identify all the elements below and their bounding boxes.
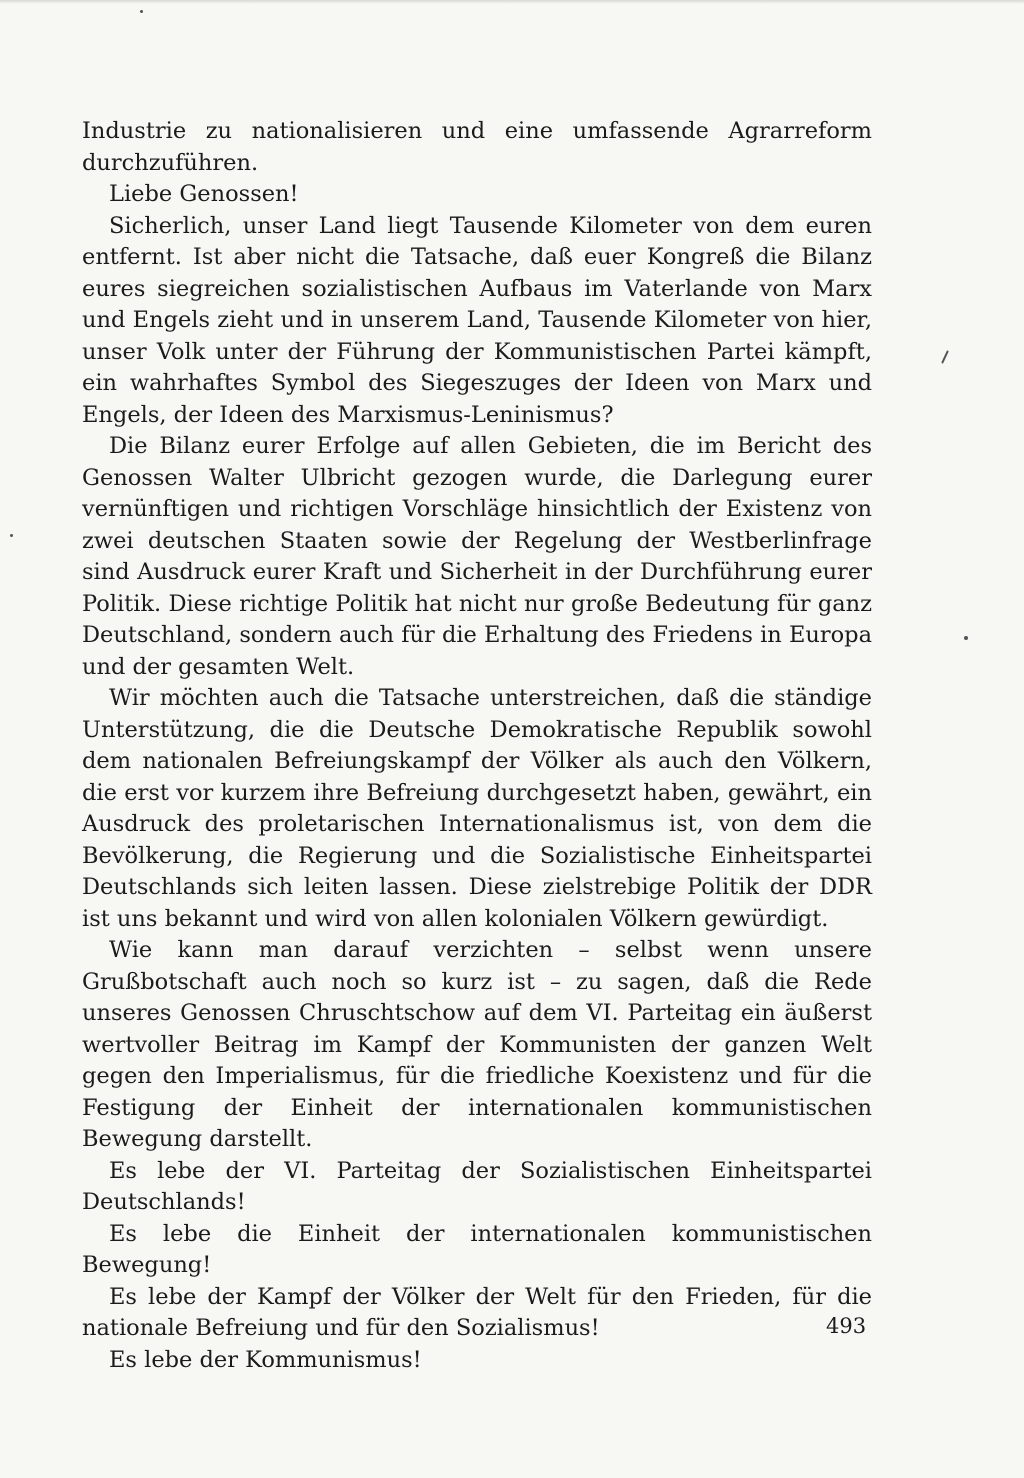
- paragraph-2: Liebe Genossen!: [109, 181, 299, 207]
- paragraph-1: Industrie zu nationalisieren und eine umfassende Agrarreform durchzuführen.: [82, 118, 872, 176]
- scan-speck: [964, 636, 968, 640]
- scan-speck: [10, 534, 13, 537]
- paragraph-4: Die Bilanz eurer Erfolge auf allen Gebieten, die im Bericht des Genossen Walter Ulbricht gezogen wurde, die Darlegung eurer vernünftigen und richtigen Vorschläge hinsichtlich der Existenz von zwei deutschen Staaten sowie der Regelung der Westberlinfrage sind Ausdruck eurer Kraft und Sicherheit in der Durchführung eurer Politik. Diese richtige Politik hat nicht nur große Bedeutung für ganz Deutschland, sondern auch für die Erhaltung des Friedens in Europa und der gesamten Welt.: [82, 433, 872, 680]
- paragraph-7: Es lebe der VI. Parteitag der Sozialistischen Einheitspartei Deutschlands!: [82, 1157, 872, 1215]
- page-number: 493: [826, 1314, 867, 1338]
- paragraph-6: Wie kann man darauf verzichten – selbst wenn unsere Grußbotschaft auch noch so kurz ist – zu sagen, daß die Rede unseres Genossen Chruschtschow auf dem VI. Parteitag ein äußerst wertvoller Beitrag im Kampf der Kommunisten der ganzen Welt gegen den Imperialismus, für die friedliche Koexistenz und für die Festigung der Einheit der internationalen kommunistischen Bewegung darstellt.: [82, 937, 872, 1152]
- paragraph-8: Es lebe die Einheit der internationalen kommunistischen Bewegung!: [82, 1220, 872, 1278]
- paragraph-10: Es lebe der Kommunismus!: [109, 1346, 422, 1373]
- paragraph-9: Es lebe der Kampf der Völker der Welt für den Frieden, für die nationale Befreiung und für den Sozialismus!: [82, 1283, 872, 1341]
- scan-edge-shadow: [0, 0, 1024, 4]
- scan-speck: [941, 350, 949, 364]
- paragraph-5: Wir möchten auch die Tatsache unterstreichen, daß die ständige Unterstützung, die die Deutsche Demokratische Republik sowohl dem nationalen Befreiungskampf der Völker als auch den Völkern, die erst vor kurzem ihre Befreiung durchgesetzt haben, gewährt, ein Ausdruck des proletarischen Internationalismus ist, von dem die Bevölkerung, die Regierung und die Sozialistische Einheitspartei Deutschlands sich leiten lassen. Diese zielstrebige Politik der DDR ist uns bekannt und wird von allen kolonialen Völkern gewürdigt.: [82, 685, 872, 932]
- paragraph-3: Sicherlich, unser Land liegt Tausende Kilometer von dem euren entfernt. Ist aber nicht die Tatsache, daß euer Kongreß die Bilanz eures siegreichen sozialistischen Aufbaus im Vaterlande von Marx und Engels zieht und in unserem Land, Tausende Kilometer von hier, unser Volk unter der Führung der Kommunistischen Partei kämpft, ein wahrhaftes Symbol des Siegeszuges der Ideen von Marx und Engels, der Ideen des Marxismus-Leninismus?: [82, 212, 872, 428]
- scan-speck: [140, 10, 143, 13]
- body-text: [82, 116, 872, 1376]
